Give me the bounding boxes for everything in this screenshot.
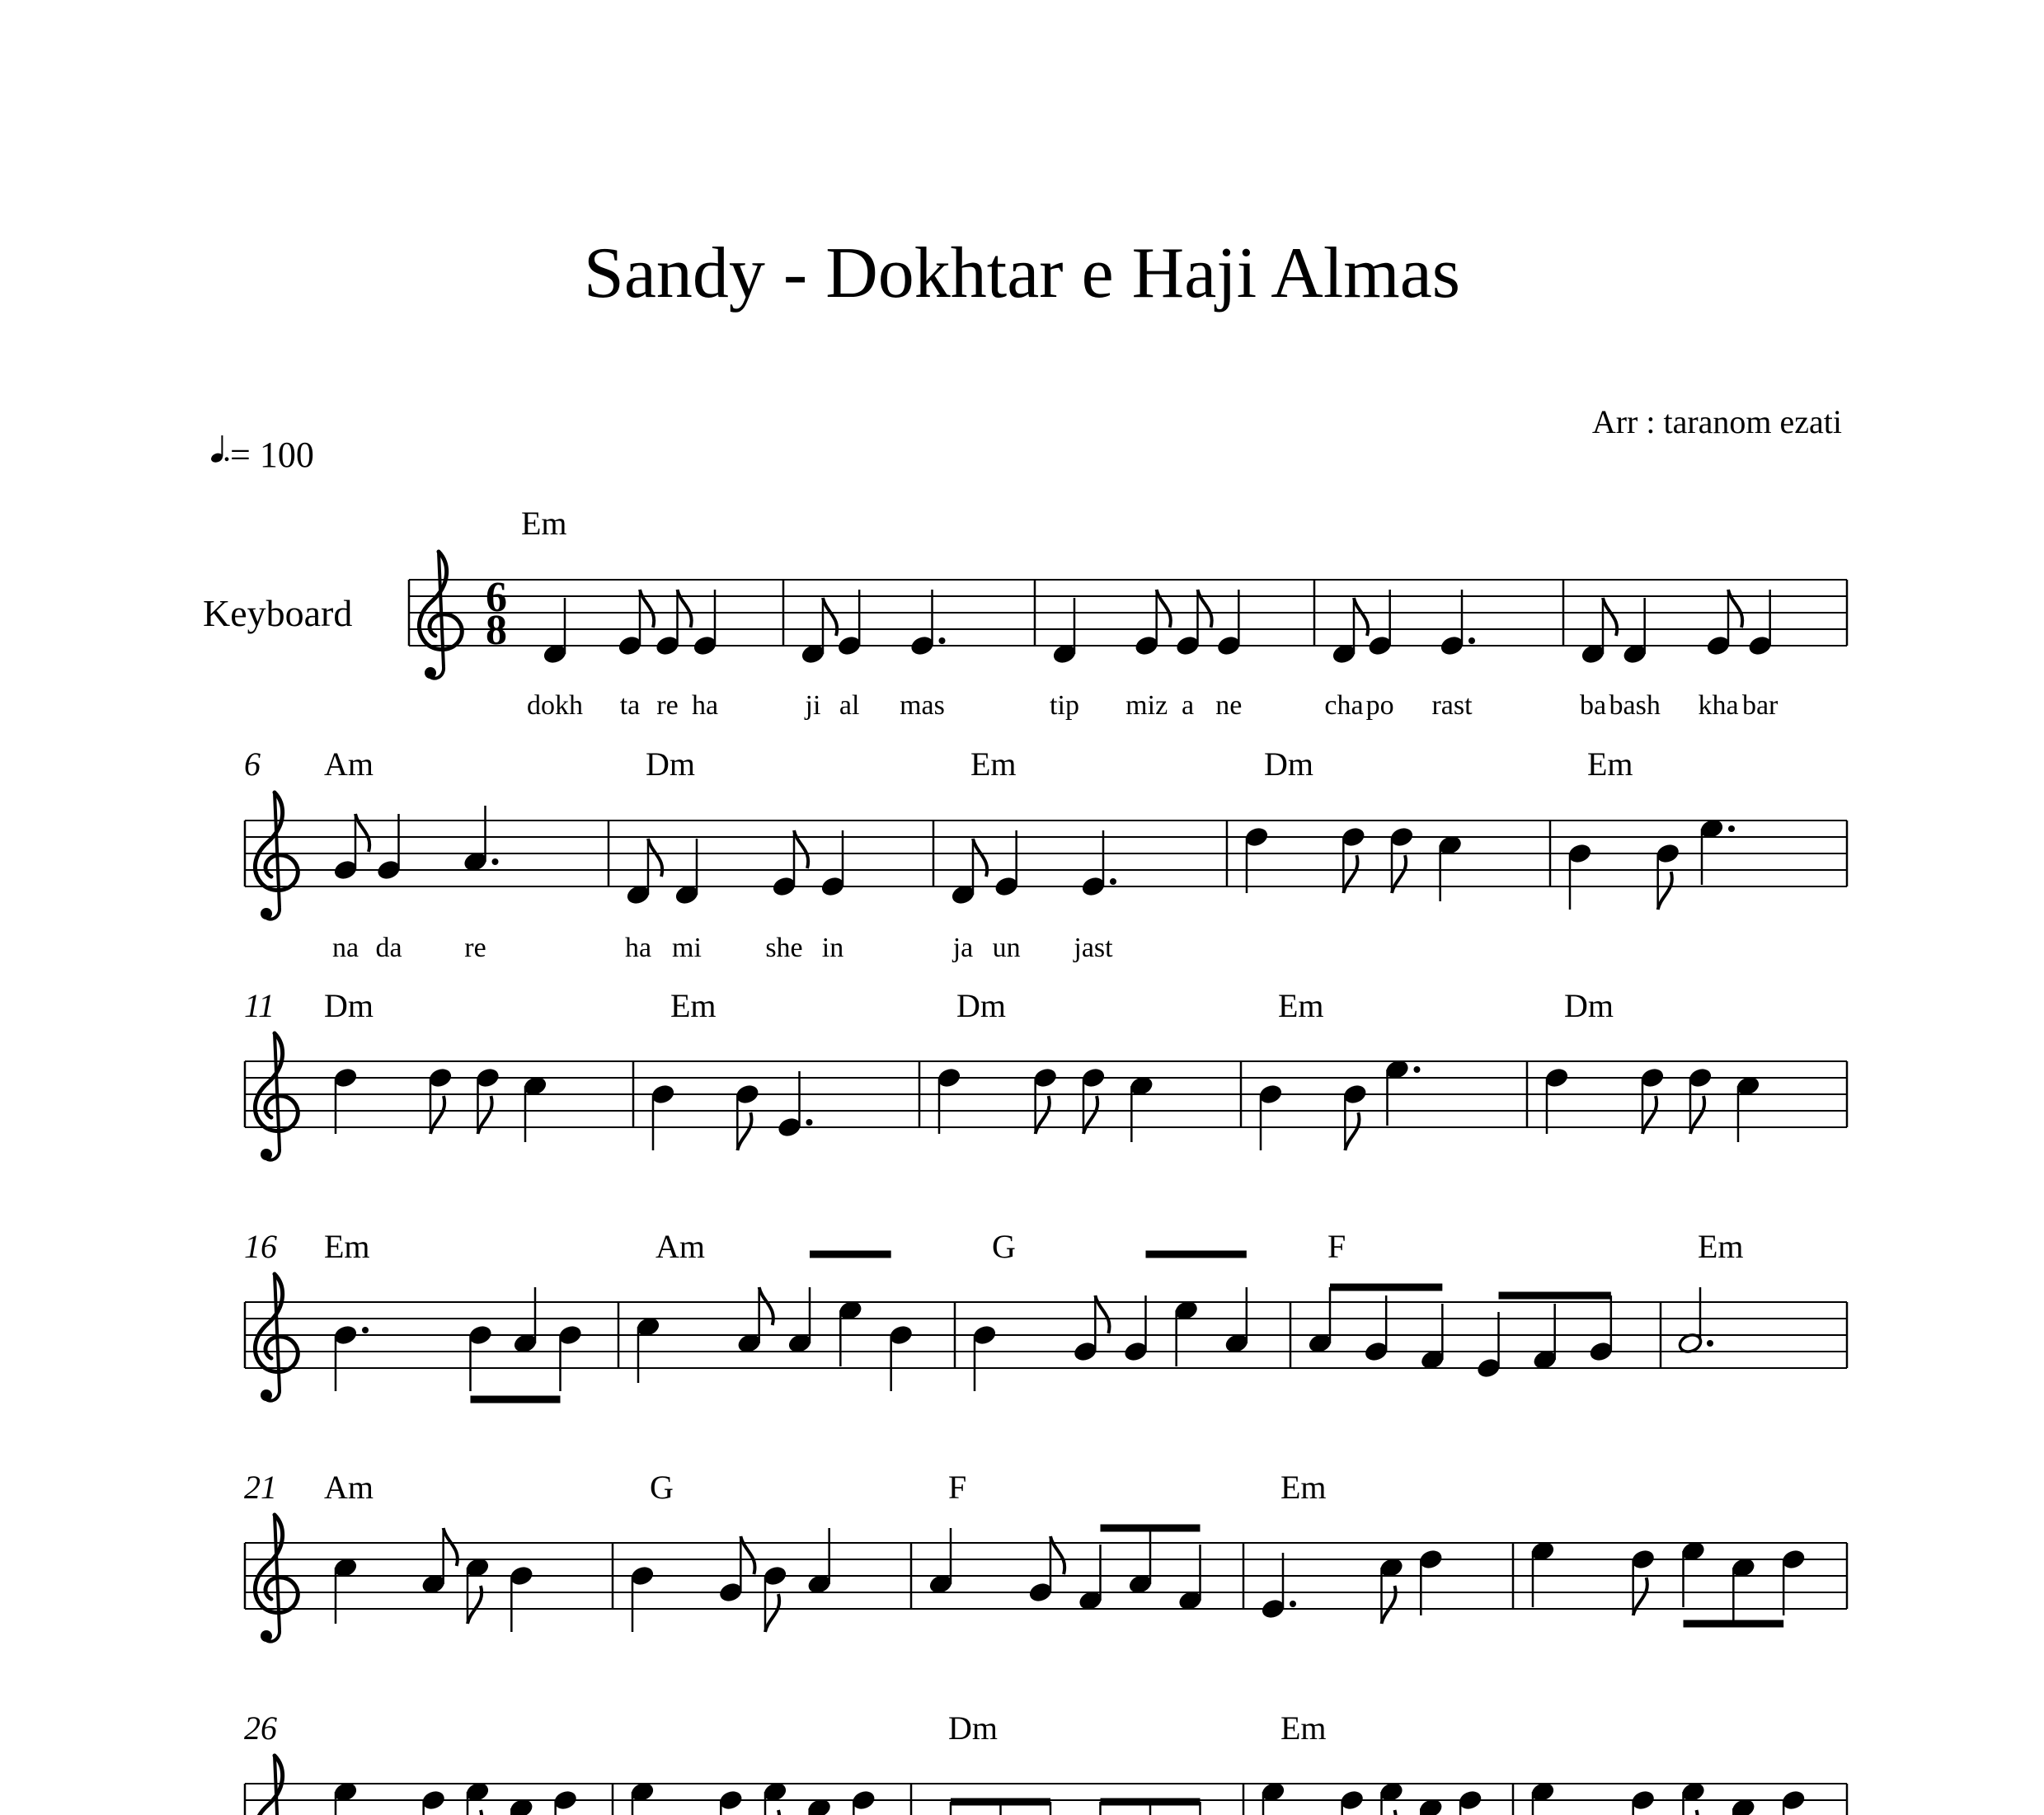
note	[928, 1528, 953, 1596]
note	[332, 814, 369, 882]
note	[542, 598, 567, 665]
note	[1339, 1789, 1365, 1815]
chord-symbol: Am	[655, 1228, 705, 1265]
note	[1051, 598, 1077, 665]
note	[625, 839, 662, 906]
flag	[468, 1586, 482, 1624]
time-signature-top: 6	[486, 574, 507, 621]
note	[1080, 830, 1116, 898]
note	[1367, 590, 1393, 657]
measure-number: 11	[244, 987, 275, 1024]
note	[464, 1780, 490, 1815]
chord-symbol: Dm	[1564, 987, 1614, 1024]
flag	[737, 1112, 751, 1150]
note	[1307, 1287, 1332, 1355]
note	[950, 839, 987, 906]
treble-clef-icon	[255, 1274, 298, 1401]
flag	[1658, 872, 1672, 910]
lyric-syllable: na	[331, 933, 359, 963]
note	[552, 1789, 578, 1815]
note	[851, 1789, 876, 1815]
flag	[444, 1528, 458, 1566]
note	[1437, 834, 1463, 901]
flag	[640, 590, 654, 628]
lyric-syllable: re	[464, 933, 486, 963]
lyric-syllable: in	[821, 933, 844, 963]
flag	[1050, 1536, 1064, 1574]
note	[1476, 1312, 1501, 1380]
measure-number: 6	[244, 745, 261, 783]
note	[1687, 1066, 1713, 1134]
treble-clef-icon	[255, 1515, 298, 1642]
note	[837, 590, 862, 657]
note	[1364, 1295, 1389, 1363]
note	[1567, 842, 1592, 910]
note	[1680, 1540, 1706, 1607]
flag	[648, 839, 662, 877]
note	[1544, 1066, 1569, 1134]
note	[1260, 1553, 1296, 1620]
note	[1699, 817, 1735, 885]
note	[1342, 1083, 1368, 1150]
chord-symbol: Em	[1278, 987, 1324, 1024]
note	[936, 1066, 961, 1134]
note	[838, 1299, 863, 1366]
note	[332, 1556, 358, 1624]
note	[427, 1066, 453, 1134]
note	[617, 590, 654, 657]
note	[1129, 1074, 1154, 1142]
note	[777, 1071, 813, 1139]
note	[1731, 1556, 1756, 1624]
instrument-name: Keyboard	[203, 592, 353, 634]
note	[1630, 1789, 1656, 1815]
lyric-syllable: kha	[1698, 690, 1739, 721]
note	[1389, 825, 1414, 893]
flag	[1345, 1112, 1359, 1150]
note	[1420, 1304, 1445, 1371]
note	[332, 1780, 358, 1815]
flag	[678, 590, 692, 628]
flag	[1354, 598, 1368, 636]
lyric-syllable: ja	[952, 933, 974, 963]
note	[1639, 1066, 1665, 1134]
chord-symbol: Dm	[1264, 745, 1313, 783]
note	[1080, 1066, 1106, 1134]
chord-symbol: Em	[670, 987, 717, 1024]
arranger-credit: Arr : taranom ezati	[1591, 403, 1842, 440]
flag	[1198, 590, 1212, 628]
chord-symbol: Dm	[324, 987, 374, 1024]
note	[1216, 590, 1242, 657]
staff-system	[244, 745, 1847, 963]
note	[629, 1564, 655, 1632]
note	[332, 1066, 358, 1134]
flag	[355, 814, 369, 852]
chord-symbol: Em	[1280, 1709, 1327, 1747]
note	[735, 1083, 760, 1150]
flag	[759, 1287, 773, 1325]
lyric-syllable: tip	[1050, 690, 1079, 721]
note	[1735, 1074, 1760, 1142]
note	[674, 839, 699, 906]
augmentation-dot	[1707, 1340, 1713, 1347]
note	[928, 1802, 953, 1815]
chord-symbol: F	[1327, 1228, 1346, 1265]
note	[1532, 1304, 1558, 1371]
lyric-syllable: re	[656, 690, 679, 721]
flag	[1690, 1096, 1704, 1134]
note	[1580, 598, 1617, 665]
note	[1243, 825, 1269, 893]
staff-system	[244, 987, 1847, 1160]
lyric-syllable: al	[839, 690, 860, 721]
flag	[823, 598, 837, 636]
note	[1529, 1780, 1555, 1815]
note	[994, 830, 1019, 898]
flag	[1343, 855, 1357, 893]
augmentation-dot	[362, 1327, 369, 1333]
chord-symbol: Em	[324, 1228, 370, 1265]
lyric-syllable: ji	[805, 690, 821, 721]
note	[1123, 1295, 1149, 1363]
note	[1622, 598, 1647, 665]
lyric-syllable: mi	[672, 933, 702, 963]
chord-symbol: Em	[521, 505, 567, 542]
note	[1630, 1548, 1656, 1615]
note	[509, 1564, 534, 1632]
note	[468, 1324, 493, 1391]
lyric-syllable: da	[375, 933, 402, 963]
chord-symbol: G	[650, 1469, 674, 1506]
note	[376, 814, 402, 882]
tempo-value: = 100	[230, 435, 314, 475]
note	[888, 1324, 914, 1391]
lyric-syllable: ne	[1215, 690, 1243, 721]
note	[1173, 1299, 1199, 1366]
note	[762, 1564, 787, 1632]
flag	[1083, 1096, 1097, 1134]
lyric-syllable: a	[1181, 690, 1195, 721]
staff-system	[244, 1469, 1847, 1642]
chord-symbol: G	[992, 1228, 1016, 1265]
note	[421, 1528, 458, 1596]
note	[475, 1066, 500, 1134]
flag	[478, 1096, 492, 1134]
flag	[1633, 1578, 1647, 1615]
note	[971, 1324, 997, 1391]
time-signature-bottom: 8	[486, 607, 507, 654]
note	[1588, 1295, 1614, 1363]
chord-symbol: Am	[324, 745, 374, 783]
note	[1032, 1066, 1058, 1134]
lyric-syllable: miz	[1125, 690, 1168, 721]
lyric-syllable: ha	[691, 690, 719, 721]
treble-clef-icon	[255, 792, 298, 919]
treble-clef-icon	[419, 552, 462, 679]
lyric-syllable: ha	[624, 933, 652, 963]
flag	[1095, 1295, 1109, 1333]
chord-symbol: Em	[970, 745, 1017, 783]
chord-symbol: Em	[1280, 1469, 1327, 1506]
note	[1257, 1083, 1283, 1150]
lyric-syllable: bar	[1741, 690, 1779, 721]
lyric-syllable: po	[1365, 690, 1394, 721]
flag	[1382, 1810, 1396, 1815]
note	[1127, 1528, 1153, 1596]
augmentation-dot	[1110, 878, 1116, 885]
flag	[1157, 590, 1171, 628]
note	[1260, 1780, 1285, 1815]
treble-clef-icon	[255, 1756, 298, 1815]
lyric-syllable: rast	[1431, 690, 1473, 721]
note	[1078, 1802, 1103, 1815]
note	[1677, 1287, 1713, 1355]
flag	[765, 1810, 779, 1815]
note	[1705, 590, 1742, 657]
note	[522, 1074, 547, 1142]
note	[1073, 1295, 1110, 1363]
note	[1134, 590, 1171, 657]
note	[1027, 1536, 1064, 1604]
flag	[468, 1810, 482, 1815]
note	[1224, 1287, 1249, 1355]
note	[692, 590, 717, 657]
flag	[1392, 855, 1406, 893]
augmentation-dot	[806, 1119, 813, 1126]
lyric-syllable: ta	[619, 690, 641, 721]
note	[1331, 598, 1368, 665]
staff-system	[409, 505, 1847, 721]
flag	[1728, 590, 1742, 628]
flag	[765, 1594, 779, 1632]
lyric-syllable: un	[992, 933, 1021, 963]
note	[718, 1536, 755, 1604]
note	[512, 1287, 538, 1355]
note	[1680, 1780, 1706, 1815]
note	[629, 1780, 655, 1815]
note	[820, 830, 845, 898]
score-title: Sandy - Dokhtar e Haji Almas	[583, 233, 1461, 313]
lyric-syllable: she	[765, 933, 803, 963]
flag	[1603, 598, 1617, 636]
staff-system	[244, 1228, 1847, 1401]
augmentation-dot	[1290, 1601, 1296, 1607]
augmentation-dot	[1468, 637, 1475, 644]
note	[762, 1780, 787, 1815]
flag	[740, 1536, 754, 1574]
note	[1655, 842, 1680, 910]
lyric-syllable: bash	[1609, 690, 1661, 721]
note	[1177, 1545, 1203, 1612]
lyric-syllable: cha	[1324, 690, 1364, 721]
flag	[1382, 1586, 1396, 1624]
note	[718, 1789, 744, 1815]
note	[800, 598, 837, 665]
note	[1747, 590, 1773, 657]
chord-symbol: Dm	[646, 745, 695, 783]
flag	[1684, 1810, 1698, 1815]
measure-number: 26	[244, 1709, 277, 1747]
note	[1781, 1548, 1807, 1615]
augmentation-dot	[1728, 825, 1735, 832]
chord-symbol: Dm	[948, 1709, 998, 1747]
note	[1175, 590, 1212, 657]
lyric-syllable: dokh	[527, 690, 583, 721]
treble-clef-icon	[255, 1033, 298, 1160]
note	[1529, 1540, 1555, 1607]
note	[771, 830, 808, 898]
note	[909, 590, 946, 657]
augmentation-dot	[939, 637, 946, 644]
measure-number: 16	[244, 1228, 277, 1265]
measure-number: 21	[244, 1469, 277, 1506]
lyric-syllable: ba	[1579, 690, 1607, 721]
note	[421, 1789, 446, 1815]
note	[1341, 825, 1366, 893]
staff-system	[244, 1709, 1847, 1815]
lyric-syllable: jast	[1074, 933, 1113, 963]
note	[1458, 1789, 1483, 1815]
note	[332, 1324, 369, 1391]
chord-symbol: F	[948, 1469, 967, 1506]
flag	[1642, 1096, 1656, 1134]
flag	[1036, 1096, 1050, 1134]
note	[1078, 1545, 1103, 1612]
note	[635, 1315, 660, 1383]
note	[1781, 1789, 1807, 1815]
note	[1379, 1556, 1404, 1624]
note	[806, 1528, 832, 1596]
note	[655, 590, 692, 657]
note	[736, 1287, 773, 1355]
note	[1384, 1058, 1421, 1126]
chord-symbol: Dm	[956, 987, 1006, 1024]
note	[1439, 590, 1475, 657]
note	[650, 1083, 675, 1150]
augmentation-dot	[492, 858, 499, 865]
lyric-syllable: mas	[900, 690, 945, 721]
note	[787, 1287, 812, 1355]
flag	[794, 830, 808, 868]
note	[1379, 1780, 1404, 1815]
chord-symbol: Am	[324, 1469, 374, 1506]
note	[463, 806, 499, 873]
note	[464, 1556, 490, 1624]
chord-symbol: Em	[1698, 1228, 1744, 1265]
chord-symbol: Em	[1587, 745, 1633, 783]
flag	[973, 839, 987, 877]
flag	[430, 1096, 444, 1134]
augmentation-dot	[1414, 1066, 1421, 1073]
note	[1418, 1548, 1444, 1615]
note	[557, 1324, 583, 1391]
